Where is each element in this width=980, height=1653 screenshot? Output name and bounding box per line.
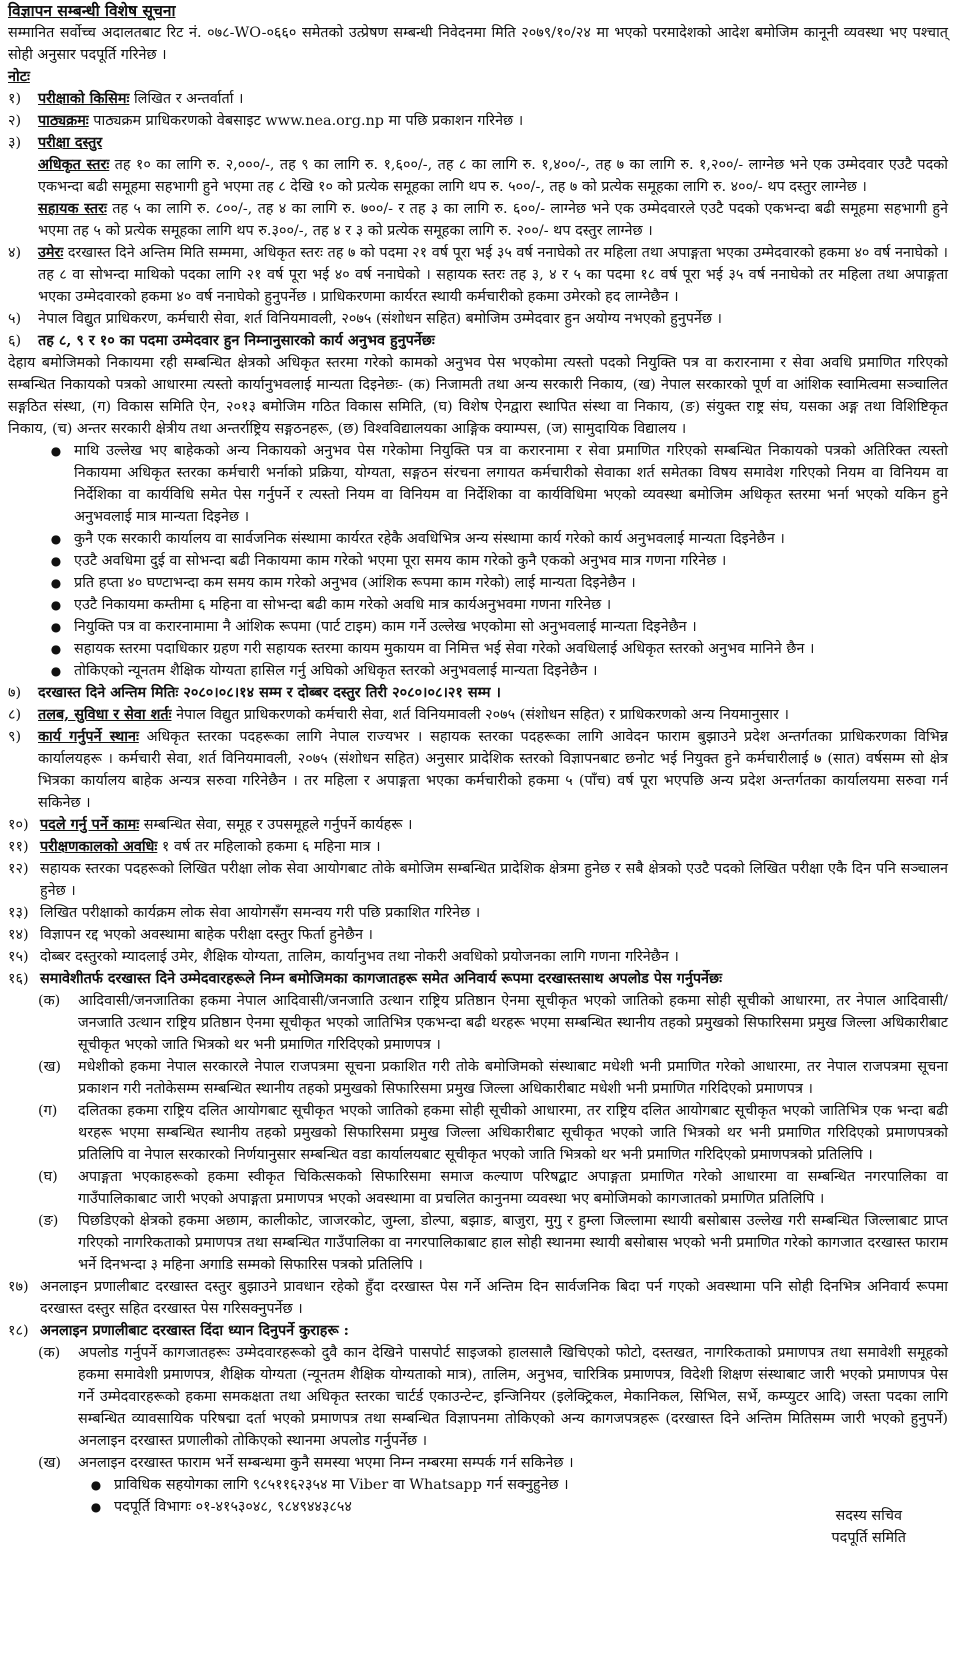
list-item: ● एउटै अवधिमा दुई वा सोभन्दा बढी निकायमा काम गरेको भएमा पूरा समय काम गरेको कुनै एकको अनुभव मात्र गणना गरिनेछ । bbox=[38, 550, 948, 572]
item-18: १८) अनलाइन प्रणालीबाट दरखास्त दिंदा ध्यान दिनुपर्ने कुराहरू : bbox=[8, 1322, 349, 1339]
inclusion-doc-kha: (ख) मधेशीको हकमा नेपाल सरकारले नेपाल राजपत्रमा सूचना प्रकाशित गरी तोके बमोजिमको संस्थाबाट मधेशी भनी प्रमाणित गरेको आधारमा, तर नेपाल राजपत्रमा सूचना प्रकाशन गरी नतोकेसम्म सम्बन्धित स्थानीय तहको प्रमुखको सिफारिसमा प्रमुख जिल्ला अधिकारीबाट मधेशी भनी प्रमाणित गरिदिएको प्रमाणपत्र । bbox=[38, 1059, 948, 1097]
intro-paragraph: सम्मानित सर्वोच्च अदालतबाट रिट नं. ०७८-WO-०६६० समेतको उत्प्रेषण सम्बन्धी निवेदनमा मिति २०७९/१०/२४ मा भएको परमादेशको आदेश बमोजिम कानूनी व्यवस्था भए पश्चात् सोही अनुसार पदपूर्ति गरिनेछ । bbox=[8, 25, 948, 63]
list-item: ● तोकिएको न्यूनतम शैक्षिक योग्यता हासिल गर्नु अघिको अधिकृत स्तरको अनुभवलाई मान्यता दिइनेछैन । bbox=[38, 660, 948, 682]
list-item: ● नियुक्ति पत्र वा करारनामामा नै आंशिक रूपमा (पार्ट टाइम) काम गर्ने उल्लेख भएकोमा सो अनुभवलाई मान्यता दिइनेछैन । bbox=[38, 616, 948, 638]
bullet-icon: ● bbox=[50, 554, 62, 568]
item-12: १२) सहायक स्तरका पदहरूको लिखित परीक्षा लोक सेवा आयोगबाट तोके बमोजिम सम्बन्धित प्रादेशिक क्षेत्रमा हुनेछ र सबै क्षेत्रको एउटै पदको लिखित परीक्षा एकै दिन पनि सञ्चालन हुनेछ । bbox=[8, 861, 948, 899]
list-item: ● पदपूर्ति विभागः ०१-४१५३०४८, ९८४९४४३८५४ bbox=[78, 1496, 718, 1518]
notice-title: विज्ञापन सम्बन्धी विशेष सूचना bbox=[8, 1, 176, 20]
bullet-icon: ● bbox=[50, 444, 62, 458]
list-item: ● प्राविधिक सहयोगका लागि ९८५११६२३५४ मा Viber वा Whatsapp गर्न सक्नुहुनेछ । bbox=[78, 1474, 718, 1496]
inclusion-doc-ka: (क) आदिवासी/जनजातिका हकमा नेपाल आदिवासी/जनजाति उत्थान राष्ट्रिय प्रतिष्ठान ऐनमा सूचीकृत भएको जातिको हकमा सोही सूचीको आधारमा, तर नेपाल आदिवासी/जनजाति उत्थान राष्ट्रिय प्रतिष्ठान ऐनमा सूचीकृत भएको जातिभित्र एकभन्दा बढी थरहरू भएमा सम्बन्धित स्थानीय तहको प्रमुखको सिफारिसमा प्रमुख जिल्ला अधिकारीबाट सूचीकृत भएको जाति भित्रको थर भनी प्रमाणित गरिदिएको प्रमाणपत्र । bbox=[38, 993, 948, 1053]
online-help: (ख) अनलाइन दरखास्त फाराम भर्ने सम्बन्धमा कुनै समस्या भएमा निम्न नम्बरमा सम्पर्क गर्न सकिनेछ । bbox=[38, 1455, 574, 1471]
bullet-icon: ● bbox=[50, 598, 62, 612]
list-item: ● एउटै निकायमा कम्तीमा ६ महिना वा सोभन्दा बढी काम गरेको अवधि मात्र कार्यअनुभवमा गणना गरिनेछ । bbox=[38, 594, 948, 616]
list-item: ● प्रति हप्ता ४० घण्टाभन्दा कम समय काम गरेको अनुभव (आंशिक रूपमा काम गरेको) लाई मान्यता दिइनेछैन । bbox=[38, 572, 948, 594]
signature-committee: पदपूर्ति समिति bbox=[831, 1530, 906, 1546]
bullet-icon: ● bbox=[90, 1478, 102, 1492]
signature-block bbox=[832, 1505, 907, 1549]
online-upload-docs: (क) अपलोड गर्नुपर्ने कागजातहरूः उम्मेदवारहरूको दुवै कान देखिने पासपोर्ट साइजको हालसालै खिचिएको फोटो, दस्तखत, नागरिकताको प्रमाणपत्र तथा समावेशी समूहको हकमा समावेशी प्रमाणपत्र, शैक्षिक योग्यता (न्यूनतम शैक्षिक योग्यताको मात्र), तालिम, अनुभव, चारित्रिक प्रमाणपत्र, विदेशी शिक्षण संस्थाबाट जारी भएको प्रमाणपत्र पेस गर्ने उम्मेदवारहरूको हकमा समकक्षता तथा अधिकृत स्तरका चार्टर्ड एकाउन्टेन्ट, इन्जिनियर (इलेक्ट्रिकल, मेकानिकल, सिभिल, सर्भे, कम्प्युटर आदि) जस्ता पदका लागि सम्बन्धित व्यावसायिक परिषद्मा दर्ता भएको प्रमाणपत्र तथा सम्बन्धित विज्ञापनमा तोकिएको अन्य कागजपत्रहरू (दरखास्त दिने अन्तिम मितिसम्म जारी भएको हुनुपर्ने) अनलाइन दरखास्त प्रणालीको तोकिएको स्थानमा अपलोड गर्नुपर्नेछ । bbox=[38, 1345, 948, 1449]
inclusion-doc-ga: (ग) दलितका हकमा राष्ट्रिय दलित आयोगबाट सूचीकृत भएको जातिको हकमा सोही सूचीको आधारमा, तर राष्ट्रिय दलित आयोगबाट सूचीकृत भएको जातिभित्र एक भन्दा बढी थरहरू भएमा सम्बन्धित स्थानीय तहको प्रमुखको सिफारिसमा प्रमुख जिल्ला अधिकारीबाट सूचीकृत भएको जाति भित्रको थर भनी प्रमाणित गरिदिएको प्रमाणपत्रको प्रतिलिपि वा नेपाल सरकारको निर्णयानुसार सम्बन्धित वडा कार्यालयबाट सूचीकृत भएको जाति भित्रको थर भनी प्रमाणित गरिदिएको प्रमाणपत्रको प्रतिलिपि । bbox=[38, 1103, 948, 1163]
item-3: ३) परीक्षा दस्तुर अधिकृत स्तरः तह १० का लागि रु. २,०००/-, तह ९ का लागि रु. १,६००/-, तह ८ का लागि रु. १,४००/-, तह ७ का लागि रु. १,२००/- लाग्नेछ भने एक उम्मेदवार एउटै पदको एकभन्दा बढी समूहमा सहभागी हुने भएमा तह ८ देखि १० को प्रत्येक समूहका लागि थप रु. ५००/-, तह ७ को प्रत्येक समूहका लागि रु. ४००/- थप दस्तुर लाग्नेछ । सहायक स्तरः तह ५ का लागि रु. ८००/-, तह ४ का लागि रु. ७००/- र तह ३ का लागि रु. ६००/- लाग्नेछ भने एक उम्मेदवारले एउटै पदको एकभन्दा बढी समूहमा सहभागी हुने भएमा तह ५ को प्रत्येक समूहका लागि थप रु.३००/-, तह ४ र ३ को प्रत्येक समूहका लागि रु. २००/- थप दस्तुर लाग्नेछ । bbox=[8, 132, 948, 242]
bullet-icon: ● bbox=[90, 1500, 102, 1514]
bullet-icon: ● bbox=[50, 532, 62, 546]
item-16: १६) समावेशीतर्फ दरखास्त दिने उम्मेदवारहरूले निम्न बमोजिमका कागजातहरू समेत अनिवार्य रूपमा दरखास्तसाथ अपलोड पेस गर्नुपर्नेछः bbox=[8, 970, 723, 987]
list-item: ● सहायक स्तरमा पदाधिकार ग्रहण गरी सहायक स्तरमा कायम मुकायम वा निमित्त भई सेवा गरेको अवधिलाई अधिकृत स्तरको अनुभव मानिने छैन । bbox=[38, 638, 948, 660]
item-1: १) परीक्षाको किसिमः लिखित र अन्तर्वार्ता । bbox=[8, 90, 244, 107]
experience-paragraph: देहाय बमोजिमको निकायमा रही सम्बन्धित क्षेत्रको अधिकृत स्तरमा गरेको कामको अनुभव पेस भएकोमा त्यस्तो पदको नियुक्ति पत्र वा करारनामा र सेवा अवधि प्रमाणित गरिएको सम्बन्धित निकायको पत्रको आधारमा त्यस्तो कार्यानुभवलाई मान्यता दिइनेछः- (क) निजामती तथा अन्य सरकारी निकाय, (ख) नेपाल सरकारको पूर्ण वा आंशिक स्वामित्वमा सञ्चालित सङ्गठित संस्था, (ग) विकास समिति ऐन, २०१३ बमोजिम गठित विकास समिति, (घ) विशेष ऐनद्वारा स्थापित संस्था वा निकाय, (ङ) संयुक्त राष्ट्र संघ, यसका अङ्ग तथा विशिष्टिकृत निकाय, (च) अन्तर सरकारी क्षेत्रीय तथा अन्तर्राष्ट्रिय सङ्गठनहरू, (छ) विश्वविद्यालयका आङ्गिक क्याम्पस, (ज) सामुदायिक विद्यालय । bbox=[8, 355, 948, 437]
experience-rules-list bbox=[38, 440, 948, 682]
bullet-icon: ● bbox=[50, 576, 62, 590]
item-9: ९) कार्य गर्नुपर्ने स्थानः अधिकृत स्तरका पदहरूका लागि नेपाल राज्यभर । सहायक स्तरका पदहरूका लागि आवेदन फाराम बुझाउने प्रदेश अन्तर्गतका प्राधिकरणका विभिन्न कार्यालयहरू । कर्मचारी सेवा, शर्त विनियमावली, २०७५ (संशोधन सहित) अनुसार प्रादेशिक स्तरको विज्ञापनबाट छनोट भई नियुक्त हुने कर्मचारीलाई ७ (सात) वर्षसम्म सो क्षेत्र भित्रका कार्यालय बाहेक अन्यत्र सरुवा गरिनेछैन । तर महिला र अपाङ्गता भएका कर्मचारीको हकमा ५ (पाँच) वर्ष पूरा भएपछि अन्य प्रदेश अन्तर्गतका कार्यालयमा सरुवा गर्न सकिनेछ । bbox=[8, 728, 948, 811]
item-10: १०) पदले गर्नु पर्ने कामः सम्बन्धित सेवा, समूह र उपसमूहले गर्नुपर्ने कार्यहरू । bbox=[8, 816, 413, 833]
officer-fee: अधिकृत स्तरः तह १० का लागि रु. २,०००/-, तह ९ का लागि रु. १,६००/-, तह ८ का लागि रु. १,४००/-, तह ७ का लागि रु. १,२००/- लाग्नेछ भने एक उम्मेदवार एउटै पदको एकभन्दा बढी समूहमा सहभागी हुने भएमा तह ८ देखि १० को प्रत्येक समूहका लागि थप रु. ५००/-, तह ७ को प्रत्येक समूहका लागि रु. ४००/- थप दस्तुर लाग्नेछ । bbox=[38, 156, 948, 195]
item-14: १४) विज्ञापन रद्द भएको अवस्थामा बाहेक परीक्षा दस्तुर फिर्ता हुनेछैन । bbox=[8, 927, 373, 943]
contact-list bbox=[78, 1474, 718, 1518]
item-7: ७) दरखास्त दिने अन्तिम मितिः २०८०।०८।१४ सम्म र दोब्बर दस्तुर तिरी २०८०।०८।२१ सम्म । bbox=[8, 684, 502, 701]
bullet-icon: ● bbox=[50, 642, 62, 656]
signature-title: सदस्य सचिव bbox=[835, 1508, 902, 1524]
inclusion-doc-nga: (ङ) पिछडिएको क्षेत्रको हकमा अछाम, कालीकोट, जाजरकोट, जुम्ला, डोल्पा, बझाङ, बाजुरा, मुगु र हुम्ला जिल्लामा स्थायी बसोबास उल्लेख गरी सम्बन्धित जिल्लाबाट प्राप्त गरिएको नागरिकताको प्रमाणपत्र तथा सम्बन्धित गाउँपालिका वा नगरपालिकाबाट हाल सोही स्थानमा स्थायी बसोबास भएको भनी प्रमाणित गरेको कागजात दरखास्त फाराम भर्ने दिनभन्दा ३ महिना अगाडि सम्मको सिफारिस पत्रको प्रतिलिपि । bbox=[38, 1213, 948, 1273]
item-5: ५) नेपाल विद्युत प्राधिकरण, कर्मचारी सेवा, शर्त विनियमावली, २०७५ (संशोधन सहित) बमोजिम उम्मेदवार हुन अयोग्य नभएको हुनुपर्नेछ । bbox=[8, 311, 722, 327]
item-15: १५) दोब्बर दस्तुरको म्यादलाई उमेर, शैक्षिक योग्यता, तालिम, कार्यानुभव तथा नोकरी अवधिको प्रयोजनका लागि गणना गरिनेछैन । bbox=[8, 949, 679, 965]
bullet-icon: ● bbox=[50, 664, 62, 678]
assistant-fee: सहायक स्तरः तह ५ का लागि रु. ८००/-, तह ४ का लागि रु. ७००/- र तह ३ का लागि रु. ६००/- लाग्नेछ भने एक उम्मेदवारले एउटै पदको एकभन्दा बढी समूहमा सहभागी हुने भएमा तह ५ को प्रत्येक समूहका लागि थप रु.३००/-, तह ४ र ३ को प्रत्येक समूहका लागि रु. २००/- थप दस्तुर लाग्नेछ । bbox=[38, 200, 948, 239]
exam-fee-heading: परीक्षा दस्तुर bbox=[38, 134, 103, 151]
inclusion-doc-gha: (घ) अपाङ्गता भएकाहरूको हकमा स्वीकृत चिकित्सकको सिफारिसमा समाज कल्याण परिषद्बाट अपाङ्गता प्रमाणित गरेको आधारमा वा सम्बन्धित नगरपालिका वा गाउँपालिकाबाट जारी भएको अपाङ्गता प्रमाणपत्र भएको अवस्थामा वा प्रचलित कानुनमा व्यवस्था भए बमोजिमको कागजातको प्रमाणित प्रतिलिपि । bbox=[38, 1169, 948, 1207]
note-heading: नोटः bbox=[8, 68, 30, 85]
item-4: ४) उमेरः दरखास्त दिने अन्तिम मिति सम्ममा, अधिकृत स्तरः तह ७ को पदमा २१ वर्ष पूरा भई ३५ वर्ष ननाघेको तर महिला तथा अपाङ्गता भएका उम्मेदवारको हकमा ४० वर्ष ननाघेको । तह ८ वा सोभन्दा माथिको पदका लागि २१ वर्ष पूरा भई ४० वर्ष ननाघेको । सहायक स्तरः तह ३, ४ र ५ का पदमा १८ वर्ष पूरा भई ३५ वर्ष ननाघेको तर महिला तथा अपाङ्गता भएका उम्मेदवारको हकमा ४० वर्ष ननाघेको हुनुपर्नेछ । प्राधिकरणमा कार्यरत स्थायी कर्मचारीको हकमा उमेरको हद लाग्नेछैन । bbox=[8, 244, 948, 305]
item-11: ११) परीक्षणकालको अवधिः १ वर्ष तर महिलाको हकमा ६ महिना मात्र । bbox=[8, 838, 381, 855]
item-17: १७) अनलाइन प्रणालीबाट दरखास्त दस्तुर बुझाउने प्रावधान रहेको हुँदा दरखास्त पेस गर्ने अन्तिम दिन सार्वजनिक बिदा पर्न गएको अवस्थामा पनि सोही दिनभित्र अनिवार्य रूपमा दरखास्त दस्तुर सहित दरखास्त पेस गरिसक्नुपर्नेछ । bbox=[8, 1279, 948, 1317]
item-6: ६) तह ८, ९ र १० का पदमा उम्मेदवार हुन निम्नानुसारको कार्य अनुभव हुनुपर्नेछः bbox=[8, 332, 435, 349]
item-2: २) पाठ्यक्रमः पाठ्यक्रम प्राधिकरणको वेबसाइट www.nea.org.np मा पछि प्रकाशन गरिनेछ । bbox=[8, 112, 524, 129]
item-13: १३) लिखित परीक्षाको कार्यक्रम लोक सेवा आयोगसँग समन्वय गरी पछि प्रकाशित गरिनेछ । bbox=[8, 905, 481, 921]
list-item: ● कुनै एक सरकारी कार्यालय वा सार्वजनिक संस्थामा कार्यरत रहेकै अवधिभित्र अन्य संस्थामा कार्य गरेको कार्य अनुभवलाई मान्यता दिइनेछैन । bbox=[38, 528, 948, 550]
item-8: ८) तलब, सुविधा र सेवा शर्तः नेपाल विद्युत प्राधिकरणको कर्मचारी सेवा, शर्त विनियमावली २०७५ (संशोधन सहित) र प्राधिकरणको अन्य नियमानुसार । bbox=[8, 706, 789, 723]
list-item: ● माथि उल्लेख भए बाहेकको अन्य निकायको अनुभव पेस गरेकोमा नियुक्ति पत्र वा करारनामा र सेवा प्रमाणित गरिएको सम्बन्धित निकायको पत्रको अतिरिक्त त्यस्तो निकायमा अधिकृत स्तरका कर्मचारी भर्नाको प्रक्रिया, योग्यता, सङ्गठन संरचना लगायत कर्मचारीको सेवाका शर्त समेतका विषय समावेश गरिएको नियम वा विनियम वा निर्देशिका वा कार्यविधि समेत पेस गर्नुपर्ने र त्यस्तो नियम वा विनियम वा निर्देशिका वा कार्यविधिमा भएको व्यवस्था बमोजिम अधिकृत स्तरमा भर्ना भएको यकिन हुने अनुभवलाई मात्र मान्यता दिइनेछ । bbox=[38, 440, 948, 528]
bullet-icon: ● bbox=[50, 620, 62, 634]
